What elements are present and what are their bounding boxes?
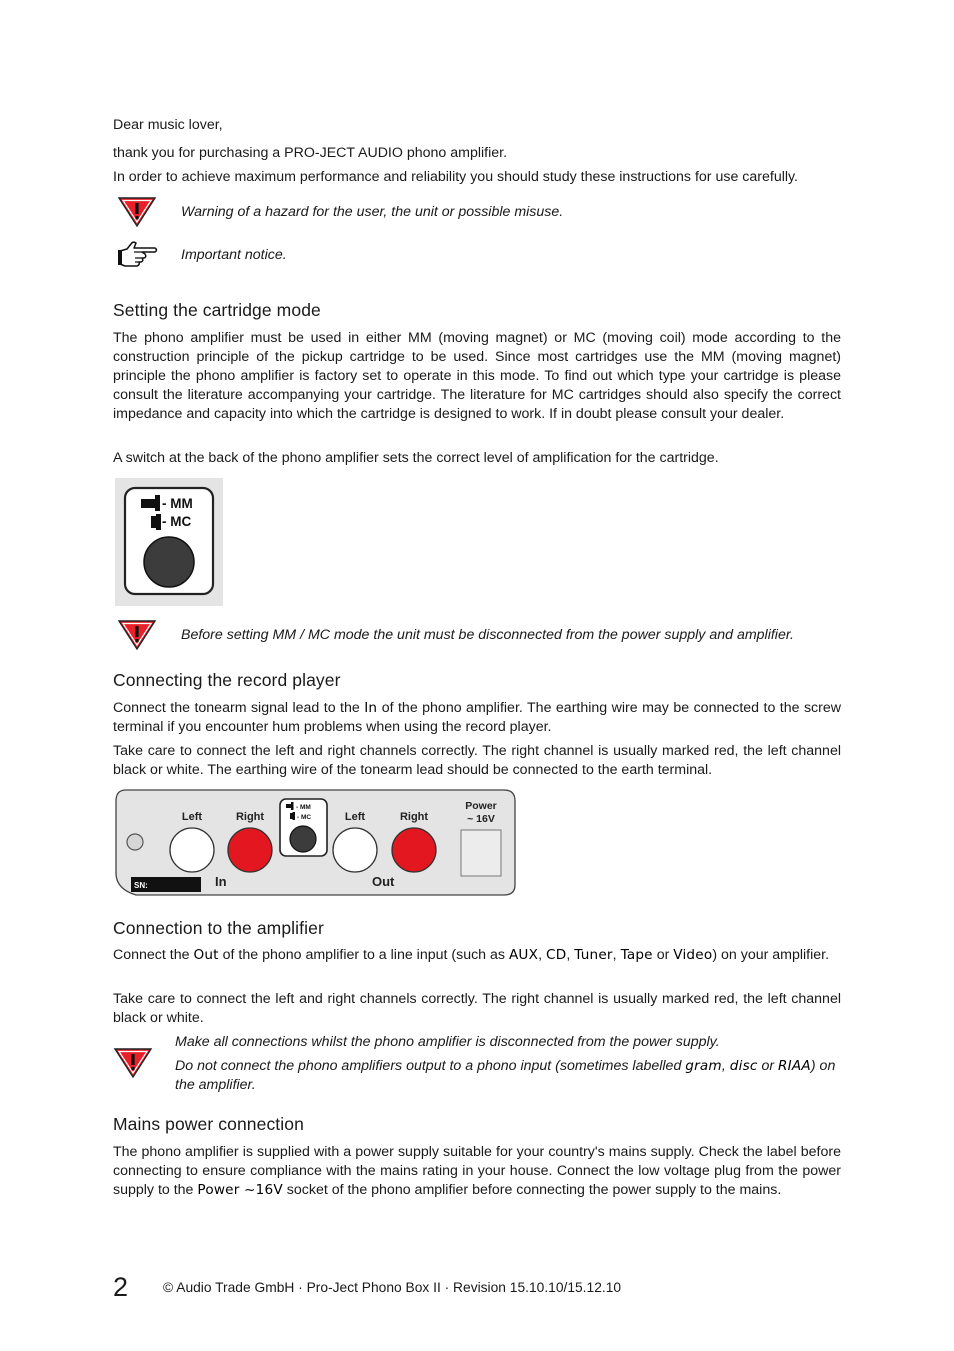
cartridge-para-2: A switch at the back of the phono amplifier sets the correct level of amplification for the cartridge.: [113, 450, 719, 466]
switch-mm-label: - MM: [162, 496, 193, 511]
amplifier-warning-2: Do not connect the phono amplifiers output to a phono input (sometimes labelled gram, disc or RIAA) on the amplifier.: [175, 1058, 836, 1093]
switch-mc-label: - MC: [162, 514, 192, 529]
power-label-2: ~ 16V: [467, 813, 495, 825]
warning-triangle-icon: [113, 1047, 153, 1079]
mm-mc-warning: Before setting MM / MC mode the unit must be disconnected from the power supply and amplifier.: [181, 627, 794, 643]
switch-knob: [144, 537, 194, 587]
serial-number-label: SN:: [134, 881, 148, 890]
cartridge-para-1: The phono amplifier must be used in either MM (moving magnet) or MC (moving coil) mode according to the construction principle of the pickup cartridge to be used. Since most cartridges use the MM (moving magnet) principle the phono amplifier is factory set to operate in this mode. To find out which type your cartridge is please consult the literature accompanying your cartridge. The literature for MC cartridges should also specify the correct impedance and capacity into which the cartridge is designed to work. If in doubt please consult your dealer.: [113, 330, 841, 422]
earth-terminal: [127, 834, 143, 850]
amplifier-para-1: Connect the Out of the phono amplifier to a line input (such as AUX, CD, Tuner, Tape or Video) on your amplifier.: [113, 947, 830, 963]
warning-legend: Warning of a hazard for the user, the unit or possible misuse.: [181, 204, 564, 220]
power-socket: [461, 830, 501, 876]
pointing-hand-icon: [117, 238, 159, 270]
panel-mc-label: - MC: [297, 814, 312, 821]
in-group-label: In: [215, 874, 227, 889]
heading-amplifier: Connection to the amplifier: [113, 918, 324, 938]
intro-line-1: thank you for purchasing a PRO-JECT AUDIO phono amplifier.: [113, 145, 508, 161]
out-right-socket: [392, 828, 436, 872]
out-left-label: Left: [344, 811, 366, 823]
rear-panel-illustration: [114, 789, 516, 897]
record-player-para-1: Connect the tonearm signal lead to the In of the phono amplifier. The earthing wire may be connected to the screw terminal if you encounter hum problems when using the record player.: [113, 700, 842, 735]
power-label-1: Power: [465, 800, 497, 812]
mains-para: The phono amplifier is supplied with a power supply suitable for your country's mains supply. Check the label before connecting to ensure compliance with the mains rating in your house. Connect the low voltage plug from the power supply to the Power ~16V socket of the phono amplifier before connecting the power supply to the mains.: [113, 1144, 841, 1198]
warning-triangle-icon: [117, 619, 157, 651]
heading-record-player: Connecting the record player: [113, 670, 341, 690]
in-left-socket: [170, 828, 214, 872]
out-right-label: Right: [399, 811, 429, 823]
out-left-socket: [333, 828, 377, 872]
warning-triangle-icon: [117, 196, 157, 228]
in-left-label: Left: [181, 811, 203, 823]
in-right-label: Right: [235, 811, 265, 823]
panel-switch-knob: [290, 826, 316, 852]
amplifier-warning-1: Make all connections whilst the phono amplifier is disconnected from the power supply.: [175, 1034, 720, 1050]
panel-mm-label: - MM: [296, 804, 311, 811]
notice-legend: Important notice.: [181, 247, 287, 263]
out-group-label: Out: [372, 874, 395, 889]
page-number: 2: [113, 1272, 129, 1302]
record-player-para-2: Take care to connect the left and right channels correctly. The right channel is usually marked red, the left channel black or white. The earthing wire of the tonearm lead should be connected to the earth terminal.: [113, 743, 841, 778]
heading-cartridge-mode: Setting the cartridge mode: [113, 300, 321, 320]
in-right-socket: [228, 828, 272, 872]
amplifier-para-2: Take care to connect the left and right channels correctly. The right channel is usually marked red, the left channel black or white.: [113, 991, 841, 1026]
footer-text: © Audio Trade GmbH · Pro-Ject Phono Box II · Revision 15.10.10/15.12.10: [163, 1280, 622, 1295]
mm-mc-switch-illustration: [115, 478, 223, 606]
greeting: Dear music lover,: [113, 117, 223, 133]
intro-line-2: In order to achieve maximum performance and reliability you should study these instructions for use carefully.: [113, 169, 799, 185]
heading-mains: Mains power connection: [113, 1114, 304, 1134]
